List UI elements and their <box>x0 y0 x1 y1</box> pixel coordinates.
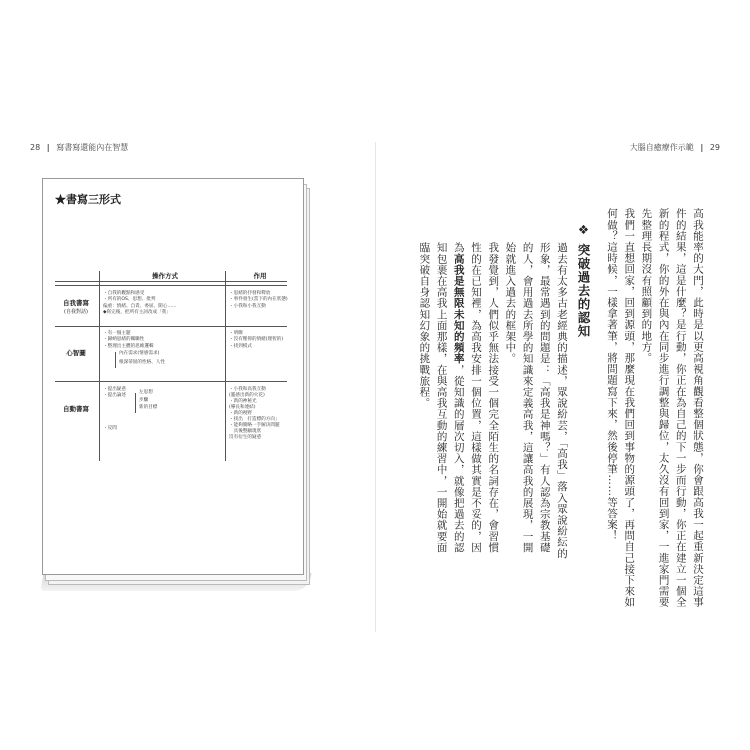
column-header-effect: 作用 <box>253 272 267 280</box>
effect-line: 沒有衍生的疑惑 <box>229 435 262 440</box>
right-page-opening-text <box>603 208 706 618</box>
row-label-text: 自我書寫 <box>63 299 89 307</box>
method-line: ・整理出主體的思維邏輯 <box>103 343 154 349</box>
method-line: 偏重：情緒、自責、委屈、開心…… <box>103 303 177 309</box>
method-cell-automatic-writing <box>103 387 126 432</box>
table-row-rule <box>55 381 287 382</box>
left-header-title: 寫書寫還能內在智慧 <box>56 143 129 152</box>
emphasized-text: 高我是無限未知的頻率 <box>452 253 465 365</box>
page-gutter <box>375 142 376 632</box>
branch-line: 左思想 <box>139 390 153 395</box>
method-line: ・歸納思緒的關聯性 <box>103 337 145 343</box>
row-label-text: 自動書寫 <box>63 405 89 413</box>
effect-line: ・找出 打造標的方向」 <box>229 417 280 422</box>
method-line: ・所有的OS、思想、批判 <box>103 297 156 303</box>
method-cell-self-writing <box>103 291 177 317</box>
table-rule <box>55 281 287 282</box>
effect-line: ・新的視野 <box>229 411 252 416</box>
method-branch-mind-map <box>119 351 165 367</box>
effect-line: (靈感出新的火花) <box>229 393 265 398</box>
branch-line: 根深蒂固的性格、人性 <box>119 360 165 366</box>
effect-line: ・小我和小我互動 <box>229 303 266 309</box>
effect-line: ・思緒的抒發和釋放 <box>229 291 271 296</box>
table-column-rule <box>225 271 226 461</box>
row-label-mind-map <box>55 349 97 358</box>
effect-line: ・能夠簡略一手解決問題 <box>229 423 280 428</box>
method-line: ・自我的觀點和感受 <box>103 291 145 296</box>
effect-line: ・小我和高我互動 <box>229 387 266 392</box>
right-header-title: 大腦自癒療作示範 <box>629 143 694 152</box>
branch-line: 步驟 <box>139 397 149 403</box>
effect-line: ・事件發生(當下的內在狀態) <box>229 297 288 303</box>
header-divider: | <box>700 143 704 152</box>
column-header-method: 操作方式 <box>152 272 178 280</box>
row-sublabel-text: (自我對話) <box>64 309 88 315</box>
section-title: ❖ 突破過去的認知 <box>576 222 591 338</box>
effect-cell-self-writing <box>229 291 288 310</box>
effect-line: ・找到模式 <box>229 343 252 349</box>
branch-line: 新的目標 <box>139 405 158 410</box>
paragraph: 過去有太多古老經典的描述，眾說紛芸，「高我」落入眾說紛紜的形象，最常遇到的問題是：「高我是神嗎？」有人認為宗教基礎的人，會用過去所學的知識來定義高我，這讓高我的展現，一開始就進入過去的框架中。 <box>504 242 568 559</box>
left-running-header <box>30 142 128 153</box>
left-page-number: 28 <box>30 143 41 152</box>
right-page-section-text <box>415 242 570 562</box>
branch-bracket <box>115 352 116 368</box>
row-label-automatic-writing <box>55 405 97 414</box>
method-line: ・反問 <box>103 425 117 431</box>
row-label-text: 心智圖 <box>66 349 86 357</box>
effect-line: 具後整顧現狀 <box>229 429 262 434</box>
paragraph-text: 我發覺到，人們似乎無法接受一個完全陌生的名詞存在，會習慣性的在已知裡，為高我安排一個位置，這樣做其實是不妥的，因為 <box>452 242 500 553</box>
figure-card <box>42 178 304 575</box>
method-branch-automatic-writing <box>139 389 157 412</box>
branch-line: 內在需求(情感需求) <box>119 351 160 356</box>
right-page-number: 29 <box>709 143 720 152</box>
method-cell-mind-map <box>103 331 154 350</box>
paragraph: 高我能率的大門，此時是以更高視角觀看整個狀態，你會跟高我一起重新決定這事件的結果，這是什麼？是行動，你正在為自己的下一步而行動，你正在建立一個全新的程式，你的外在與內在同步進行調整與歸位，太久沒有回到家，一進家門需要先整理長期沒有照顧到的地方。 <box>640 208 704 608</box>
book-spread <box>30 142 720 632</box>
effect-cell-mind-map <box>229 331 283 350</box>
effect-line: ・明瞭 <box>229 331 243 336</box>
figure-title: ★書寫三形式 <box>55 193 121 206</box>
effect-cell-automatic-writing <box>229 387 280 441</box>
paragraph: 我們一直想回家，回到源頭，那麼現在我們回到事物的源頭了，再問自己接下來如何做？這時候，一樣拿著筆，將問題寫下來，然後停筆……等答案！ <box>605 208 636 608</box>
table-column-rule <box>99 271 100 461</box>
figure-paper-stack <box>42 178 332 596</box>
method-line: ・提出論述 <box>103 393 126 399</box>
effect-line: ・新的神秘光 <box>229 399 257 404</box>
right-running-header <box>630 142 720 153</box>
method-line: ・提出疑惑 <box>103 387 126 392</box>
paragraph <box>415 242 501 562</box>
table-row-rule <box>55 326 287 327</box>
method-line: ◆寫完後，把所有主詞改成「我」 <box>103 310 171 316</box>
paragraph-text: ，從知識的層次切入，就像把過去的認知包裹在高我上面那樣，在與高我互動的練習中，一開始就要面臨突破自身認知幻象的挑戰旅程。 <box>418 242 465 553</box>
table-rule <box>55 285 287 286</box>
effect-line: (導長和連結) <box>229 405 256 410</box>
row-label-self-writing <box>55 299 97 317</box>
branch-bracket <box>135 393 136 413</box>
effect-line: ・沒有壓抑的情緒(理智的) <box>229 337 284 343</box>
method-line: ・有一個主題 <box>103 331 131 336</box>
header-divider: | <box>46 143 50 152</box>
